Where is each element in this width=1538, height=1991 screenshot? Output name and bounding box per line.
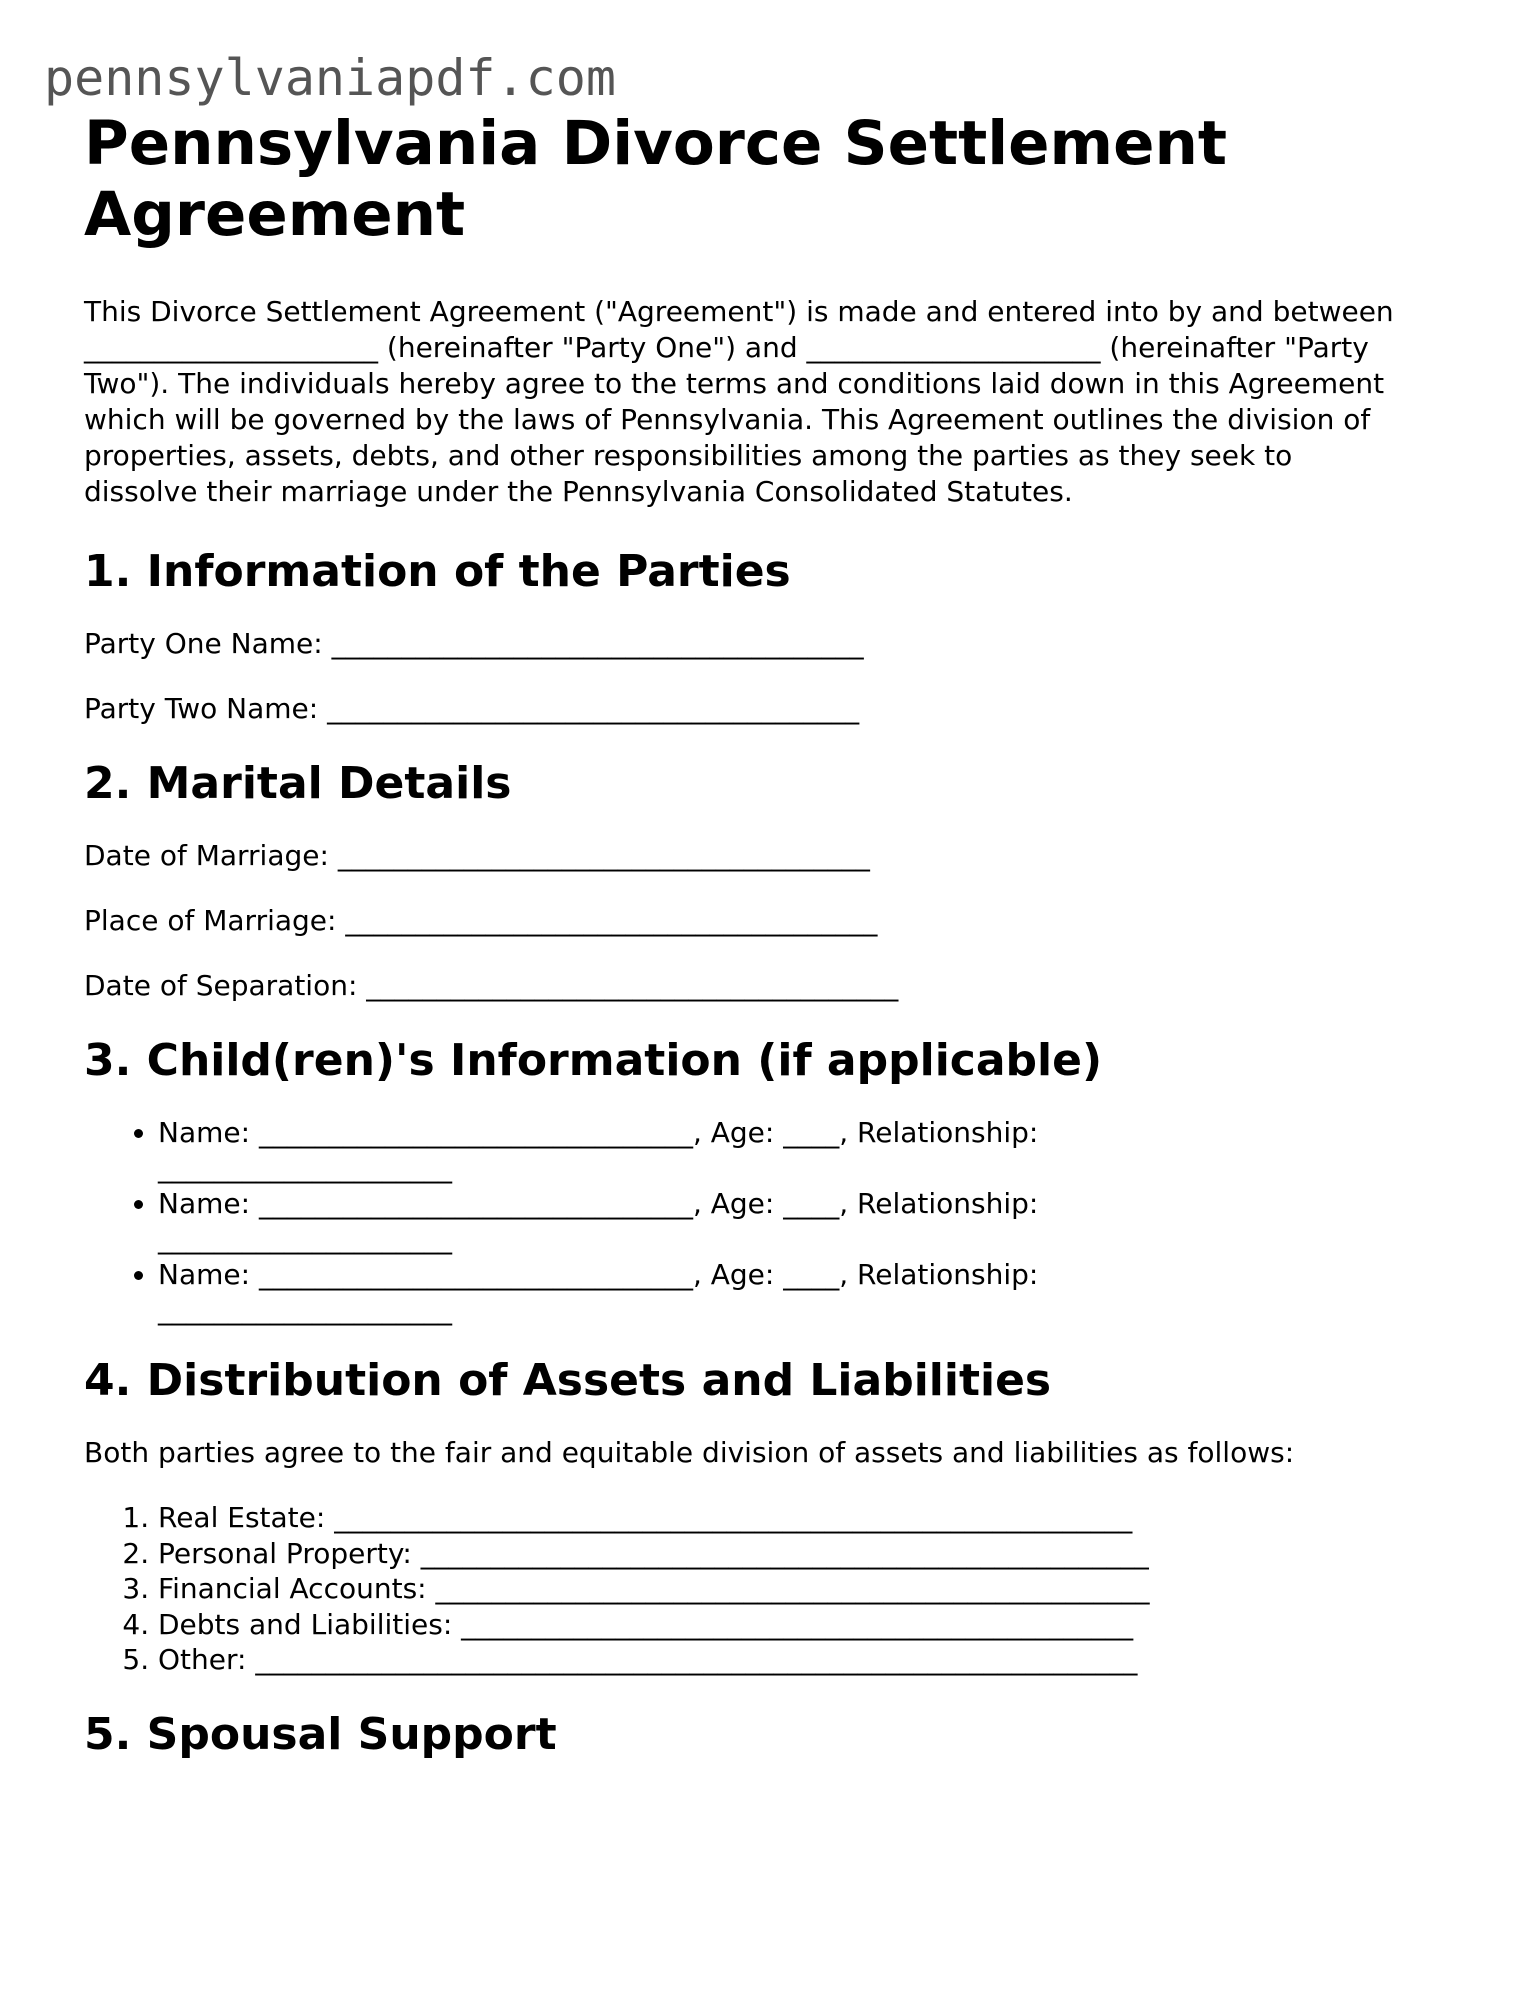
section-heading-parties: 1. Information of the Parties — [84, 546, 791, 597]
watermark: pennsylvaniapdf.com — [44, 49, 616, 107]
asset-entry-personal-property[interactable]: 2. Personal Property: ____________________________________________________ — [158, 1536, 1404, 1572]
asset-entry-other[interactable]: 5. Other: _______________________________________________________________ — [158, 1642, 1404, 1678]
child-entry[interactable]: • Name: _______________________________, Age: ____, Relationship: _____________________ — [158, 1186, 1248, 1256]
child-entry[interactable]: • Name: _______________________________, Age: ____, Relationship: _____________________ — [158, 1257, 1248, 1327]
section-heading-marital: 2. Marital Details — [84, 758, 512, 809]
date-of-marriage-field[interactable]: Date of Marriage: ______________________________________ — [84, 839, 870, 872]
party-one-name-field[interactable]: Party One Name: ______________________________________ — [84, 627, 864, 660]
date-of-separation-field[interactable]: Date of Separation: ______________________________________ — [84, 969, 899, 1002]
document-body — [84, 108, 1404, 1762]
section-heading-children: 3. Child(ren)'s Information (if applicable) — [84, 1035, 1103, 1086]
children-list — [84, 1115, 1248, 1327]
section-heading-assets: 4. Distribution of Assets and Liabilities — [84, 1355, 1052, 1406]
asset-entry-debts[interactable]: 4. Debts and Liabilities: ________________________________________________ — [158, 1607, 1404, 1643]
section-heading-spousal-support: 5. Spousal Support — [84, 1708, 557, 1760]
asset-entry-financial-accounts[interactable]: 3. Financial Accounts: ___________________________________________________ — [158, 1571, 1404, 1607]
place-of-marriage-field[interactable]: Place of Marriage: ______________________________________ — [84, 904, 878, 937]
assets-list — [84, 1500, 1404, 1678]
child-entry[interactable]: • Name: _______________________________, Age: ____, Relationship: _____________________ — [158, 1115, 1248, 1185]
asset-entry-real-estate[interactable]: 1. Real Estate: _________________________________________________________ — [158, 1500, 1404, 1536]
intro-paragraph: This Divorce Settlement Agreement ("Agreement") is made and entered into by and between _____________________ (hereinafter "Party One") and _____________________ (hereinafter "Party Two"). The individuals hereby agree to the terms and conditions laid down in this Agreement which will be governed by the laws of Pennsylvania. This Agreement outlines the division of properties, assets, debts, and other responsibilities among the parties as they seek to dissolve their marriage under the Pennsylvania Consolidated Statutes. — [84, 295, 1394, 508]
assets-intro: Both parties agree to the fair and equitable division of assets and liabilities as follows: — [84, 1436, 1295, 1469]
party-two-name-field[interactable]: Party Two Name: ______________________________________ — [84, 692, 860, 725]
document-title: Pennsylvania Divorce Settlement Agreement — [84, 108, 1228, 250]
